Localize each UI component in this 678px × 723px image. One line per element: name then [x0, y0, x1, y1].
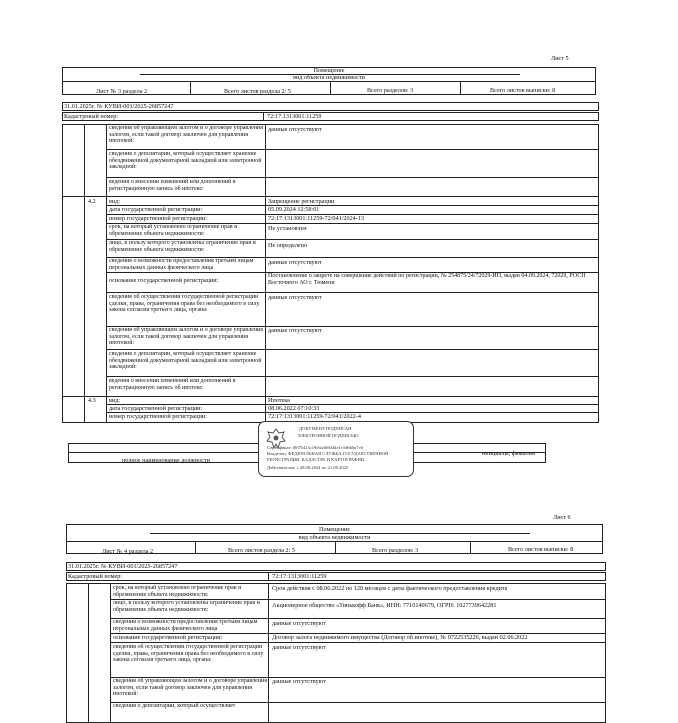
row-label: номер государственной регистрации:	[109, 215, 207, 222]
row-value: 08.06.2022 07:10:33	[268, 405, 320, 412]
row-label: сведения о депозитарии, который осуществляет	[113, 703, 236, 709]
stamp-line: РЕГИСТРАЦИИ, КАДАСТРА И КАРТОГРАФИИ	[267, 457, 365, 462]
row-value: данные отсутствуют	[268, 259, 322, 266]
row-label: ведения о внесении изменений или дополнений в регистрационную запись об ипотеке:	[109, 179, 236, 192]
row-label: вид:	[109, 397, 121, 404]
row-value: 05.09.2024 12:58:01	[268, 206, 320, 213]
object-type-title: Помещение	[319, 526, 350, 533]
row-label: срок, на который установлено ограничение прав и обременение объекта недвижимости:	[113, 585, 242, 598]
row-label: сведения о возможности предоставления третьим лицам персональных данных физического лица	[113, 619, 258, 632]
row-value: Запрещение регистрации	[268, 198, 335, 205]
row-label: срок, на который установлено ограничение прав и обременение объекта недвижимости:	[109, 224, 238, 237]
cadastral-label: Кадастровый номер:	[68, 573, 123, 580]
row-label: лицо, в пользу которого установлены ограничение прав и обременение объекта недвижимости:	[113, 600, 260, 613]
electronic-signature-stamp	[258, 421, 414, 477]
stamp-line: Владелец: ФЕДЕРАЛЬНАЯ СЛУЖБА ГОСУДАРСТВЕННОЙ	[267, 451, 389, 456]
object-type-subtitle: вид объекта недвижимости	[293, 74, 365, 81]
row-value: Ипотека	[268, 397, 290, 404]
row-label: вид:	[109, 198, 121, 205]
row-label: сведения об управляющем залогом и о договоре управления залогом, если такой договор заключен для управления ипотекой:	[109, 327, 264, 347]
doc-number: 31.01.2025г. № КУВИ-001/2025-26857247	[64, 103, 174, 110]
total-sheets-section: Всего листов раздела 2: 5	[228, 547, 295, 554]
row-value: Акционерное общество «Тинькофф Банк», ИНН: 7710140679, ОГРН: 1027739642281	[272, 602, 497, 609]
stamp-line: ДОКУМЕНТ ПОДПИСАН	[299, 426, 352, 431]
row-value: данные отсутствуют	[272, 644, 326, 651]
row-value: Срок действия с 08.06.2022 по 120 месяцев с даты фактического предоставления кредита	[272, 585, 508, 592]
cadastral-value: 72:17:1313001:11259	[267, 113, 322, 120]
item-number: 4.3	[88, 397, 96, 404]
row-value: 72:17:1313001:11259-72/041/2022-4	[268, 413, 361, 420]
row-value: Не определено	[268, 242, 308, 249]
row-label: дата государственной регистрации:	[109, 206, 203, 213]
row-label: сведения об осуществлении государственной регистрации сделки, права, ограничения права без необходимого в силу закона согласия третьего лица, органа:	[109, 294, 260, 314]
row-value: 72:17:1313001:11259-72/041/2024-13	[268, 215, 365, 222]
row-value: данные отсутствуют	[272, 678, 326, 685]
row-label: сведения о депозитарии, который осуществляет хранение обездвиженной документарной закладной или электронной закладной:	[109, 351, 262, 371]
cadastral-value: 72:17:1313001:11259	[272, 573, 327, 580]
sheet-section: Лист № 3 раздела 2	[96, 88, 148, 95]
footer-name: инициалы, фамилия	[482, 450, 535, 457]
row-label: ведения о внесении изменений или дополнений в регистрационную запись об ипотеке:	[109, 378, 236, 391]
row-label: основание государственной регистрации:	[113, 634, 223, 641]
total-sheets-extract: Всего листов выписки: 8	[508, 546, 574, 553]
cadastral-row	[66, 572, 606, 581]
row-label: номер государственной регистрации:	[109, 413, 207, 420]
row-value: Постановление о запрете на совершение действий по регистрации, № 254875/24/72029-ИП, выдан 04.09.2024, 72029, РОСП Восточного АО г. Тюмени	[268, 273, 586, 286]
total-sheets-extract: Всего листов выписки: 8	[490, 87, 556, 94]
sheet-section: Лист № 4 раздела 2	[102, 548, 154, 555]
stamp-line: Сертификат: 00f7bf23c19c6a3b9d44e1e1d6b6a7c6	[267, 445, 363, 450]
footer-position: полное наименование должности	[122, 457, 210, 464]
cadastral-row	[62, 112, 599, 121]
sheet-number: Лист 5	[551, 55, 569, 62]
total-sheets-section: Всего листов раздела 2: 5	[224, 88, 291, 95]
stamp-line: ЭЛЕКТРОННОЙ ПОДПИСЬЮ	[297, 433, 359, 438]
cadastral-label: Кадастровый номер:	[64, 113, 119, 120]
total-sections: Всего разделов: 3	[367, 87, 414, 94]
stamp-line: Действителен: с 28.06.2024 по 21.09.2025	[267, 465, 349, 470]
row-label: дата государственной регистрации:	[109, 405, 203, 412]
item-number: 4.2	[88, 198, 96, 205]
row-value: Договор залога недвижимого имущества (Договор об ипотеке), № 0722535226, выдан 02.06.2022	[272, 634, 528, 641]
row-label: лицо, в пользу которого установлены ограничение прав и обременение объекта недвижимости:	[109, 240, 256, 253]
row-label: основание государственной регистрации:	[109, 277, 219, 284]
row-value: данные отсутствуют	[268, 126, 322, 133]
object-type-subtitle: вид объекта недвижимости	[298, 534, 371, 541]
row-value: данные отсутствуют	[272, 620, 326, 627]
row-label: сведения об управляющем залогом и о договоре управления залогом, если такой договор заключен для управления ипотекой:	[113, 678, 268, 698]
row-value: Не установлен	[268, 225, 307, 232]
row-label: сведения об управляющем залогом и о договоре управления залогом, если такой договор заключен для управления ипотекой:	[109, 125, 264, 145]
row-value: данные отсутствуют	[268, 327, 322, 334]
row-value: данные отсутствуют	[268, 294, 322, 301]
sheet-number: Лист 6	[553, 514, 571, 521]
object-type-title: Помещение	[313, 67, 345, 74]
total-sections: Всего разделов: 3	[372, 547, 419, 554]
row-label: сведения об осуществлении государственной регистрации сделки, права, ограничения права без необходимого в силу закона согласия третьего лица, органа:	[113, 644, 264, 664]
row-label: сведения о возможности предоставления третьим лицам персональных данных физического лица	[109, 258, 254, 271]
doc-number: 31.01.2025г. № КУВИ-001/2025-26857247	[68, 563, 178, 570]
row-label: сведения о депозитарии, который осуществляет хранение обездвиженной документарной закладной или электронной закладной:	[109, 151, 262, 171]
